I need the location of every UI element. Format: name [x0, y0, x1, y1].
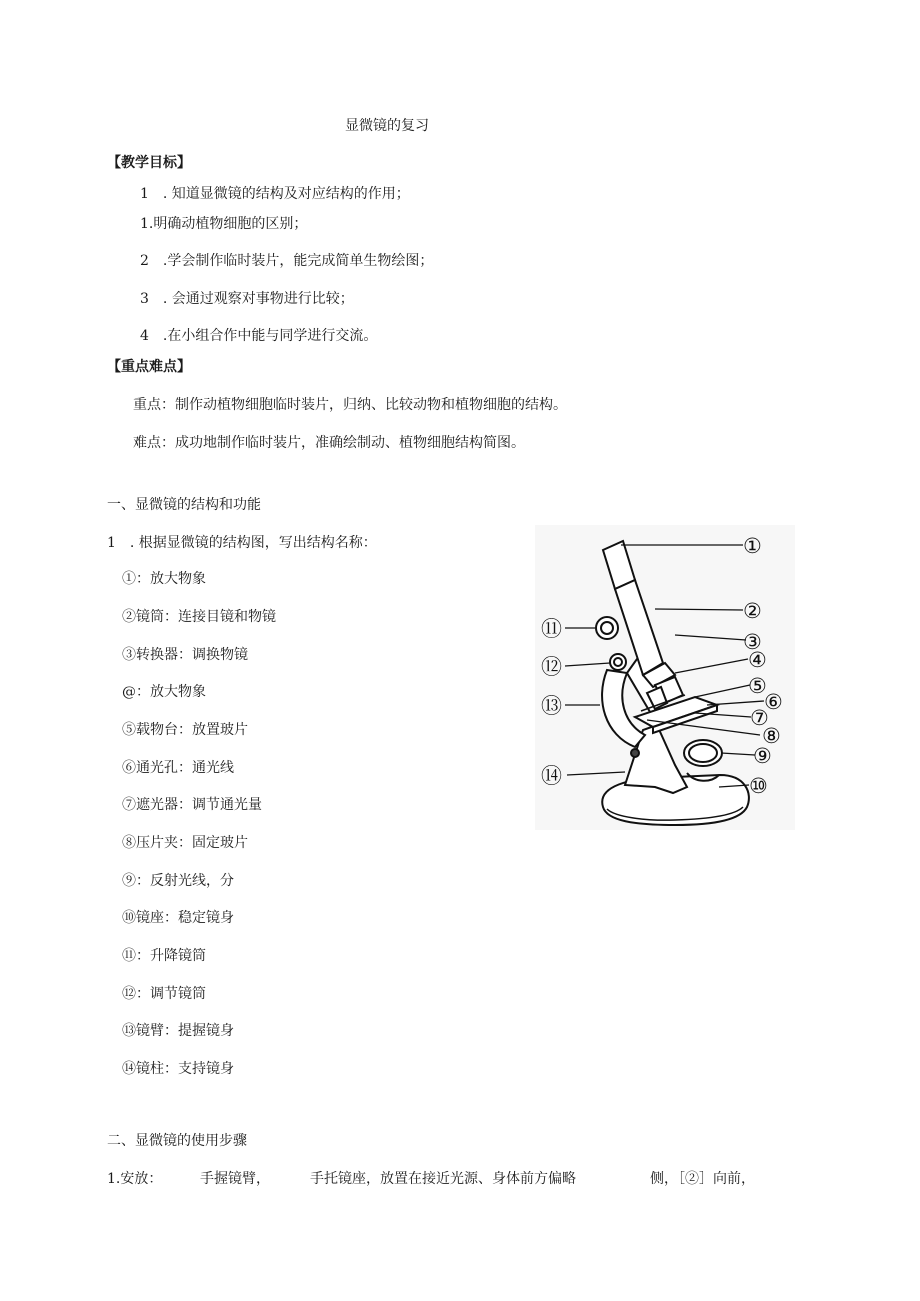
diagram-label-12: ⑫: [541, 655, 562, 679]
diagram-label-10: ⑩: [749, 774, 768, 798]
diagram-label-14: ⑭: [541, 764, 562, 788]
objective-item: 4 .在小组合作中能与同学进行交流。: [140, 328, 378, 344]
diagram-label-11: ⑪: [541, 617, 562, 641]
step1-part1: 手握镜臂，: [200, 1171, 270, 1187]
section1-heading: 一、显微镜的结构和功能: [107, 497, 261, 513]
page-title: 显微镜的复习: [345, 118, 429, 134]
step1-part3: 侧，［②］向前，: [650, 1171, 755, 1187]
diagram-label-4: ④: [748, 648, 767, 672]
diagram-label-2: ②: [743, 599, 762, 623]
structure-answer: ⑫：调节镜筒: [122, 986, 206, 1002]
diagram-label-3: ③: [743, 630, 762, 654]
diagram-label-9: ⑨: [753, 744, 772, 768]
structure-answer: @：放大物象: [122, 684, 206, 700]
diagram-label-5: ⑤: [748, 674, 767, 698]
structure-answer: ⑬镜臂：提握镜身: [122, 1023, 234, 1039]
structure-answer: ②镜筒：连接目镜和物镜: [122, 609, 276, 625]
structure-answer: ⑦遮光器：调节通光量: [122, 797, 262, 813]
structure-answer: ⑥通光孔：通光线: [122, 760, 234, 776]
structure-answer: ①：放大物象: [122, 571, 206, 587]
diagram-label-6: ⑥: [764, 690, 783, 714]
key-point-focus: 重点：制作动植物细胞临时装片，归纳、比较动物和植物细胞的结构。: [133, 397, 567, 413]
step1-part2: 手托镜座，放置在接近光源、身体前方偏略: [310, 1171, 576, 1187]
structure-answer: ⑧压片夹：固定玻片: [122, 835, 248, 851]
objective-item: 2 .学会制作临时装片，能完成简单生物绘图；: [140, 253, 434, 269]
section1-question: 1 . 根据显微镜的结构图，写出结构名称：: [107, 535, 377, 551]
step1-label: 1.安放：: [107, 1171, 163, 1187]
structure-answer: ⑪：升降镜筒: [122, 948, 206, 964]
objective-item: 3 . 会通过观察对事物进行比较；: [140, 291, 354, 307]
key-point-difficulty: 难点：成功地制作临时装片，准确绘制动、植物细胞结构简图。: [133, 435, 525, 451]
section2-heading: 二、显微镜的使用步骤: [107, 1133, 247, 1149]
structure-answer: ⑭镜柱：支持镜身: [122, 1061, 234, 1077]
microscope-diagram: [535, 525, 795, 830]
diagram-label-8: ⑧: [762, 724, 781, 748]
diagram-label-1: ①: [743, 534, 762, 558]
structure-answer: ③转换器：调换物镜: [122, 647, 248, 663]
structure-answer: ⑤载物台：放置玻片: [122, 722, 248, 738]
diagram-label-7: ⑦: [750, 706, 769, 730]
objectives-heading: 【教学目标】: [107, 155, 191, 171]
structure-answer: ⑩镜座：稳定镜身: [122, 910, 234, 926]
diagram-label-13: ⑬: [541, 694, 562, 718]
objective-item: 1.明确动植物细胞的区别；: [140, 216, 308, 232]
key-points-heading: 【重点难点】: [107, 359, 191, 375]
structure-answer: ⑨：反射光线，分: [122, 873, 234, 889]
objective-item: 1 . 知道显微镜的结构及对应结构的作用；: [140, 186, 410, 202]
